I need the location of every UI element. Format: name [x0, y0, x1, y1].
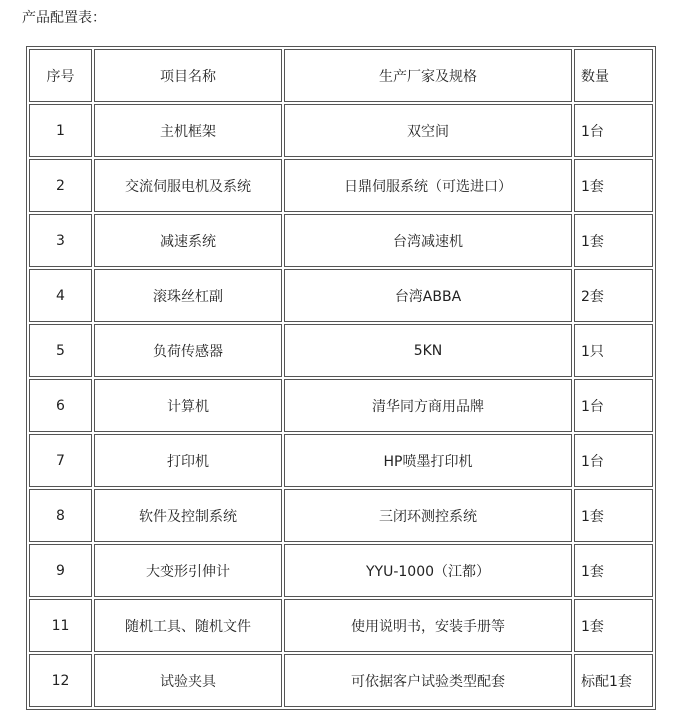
table-row — [29, 599, 653, 652]
cell-quantity: 1套 — [574, 544, 653, 597]
cell-quantity: 1只 — [574, 324, 653, 377]
cell-item-name: 减速系统 — [94, 214, 282, 267]
cell-index: 6 — [29, 379, 92, 432]
product-config-table — [26, 46, 656, 710]
cell-index: 4 — [29, 269, 92, 322]
table-caption: 产品配置表： — [22, 10, 106, 26]
cell-quantity: 1套 — [574, 214, 653, 267]
table-row — [29, 269, 653, 322]
cell-item-name: 随机工具、随机文件 — [94, 599, 282, 652]
cell-manufacturer-spec: 台湾减速机 — [284, 214, 572, 267]
cell-manufacturer-spec: 使用说明书，安装手册等 — [284, 599, 572, 652]
cell-manufacturer-spec: HP喷墨打印机 — [284, 434, 572, 487]
cell-manufacturer-spec: 双空间 — [284, 104, 572, 157]
cell-manufacturer-spec: 可依据客户试验类型配套 — [284, 654, 572, 707]
cell-index: 12 — [29, 654, 92, 707]
cell-item-name: 大变形引伸计 — [94, 544, 282, 597]
cell-quantity: 2套 — [574, 269, 653, 322]
header-manufacturer-spec: 生产厂家及规格 — [284, 49, 572, 102]
cell-manufacturer-spec: 清华同方商用品牌 — [284, 379, 572, 432]
cell-item-name: 计算机 — [94, 379, 282, 432]
cell-item-name: 软件及控制系统 — [94, 489, 282, 542]
cell-index: 1 — [29, 104, 92, 157]
cell-item-name: 负荷传感器 — [94, 324, 282, 377]
cell-manufacturer-spec: YYU-1000（江都） — [284, 544, 572, 597]
table-row — [29, 104, 653, 157]
cell-manufacturer-spec: 日鼎伺服系统（可选进口） — [284, 159, 572, 212]
header-item-name: 项目名称 — [94, 49, 282, 102]
header-quantity: 数量 — [574, 49, 653, 102]
cell-quantity: 标配1套 — [574, 654, 653, 707]
cell-quantity: 1台 — [574, 379, 653, 432]
cell-index: 11 — [29, 599, 92, 652]
cell-index: 5 — [29, 324, 92, 377]
cell-index: 8 — [29, 489, 92, 542]
table-row — [29, 379, 653, 432]
cell-index: 2 — [29, 159, 92, 212]
table-row — [29, 654, 653, 707]
cell-item-name: 主机框架 — [94, 104, 282, 157]
table-row — [29, 324, 653, 377]
table-row — [29, 434, 653, 487]
cell-item-name: 交流伺服电机及系统 — [94, 159, 282, 212]
cell-quantity: 1台 — [574, 434, 653, 487]
table-row — [29, 159, 653, 212]
cell-quantity: 1套 — [574, 599, 653, 652]
table-header-row — [29, 49, 653, 102]
cell-index: 7 — [29, 434, 92, 487]
cell-manufacturer-spec: 三闭环测控系统 — [284, 489, 572, 542]
cell-quantity: 1台 — [574, 104, 653, 157]
table-row — [29, 214, 653, 267]
cell-item-name: 试验夹具 — [94, 654, 282, 707]
cell-item-name: 打印机 — [94, 434, 282, 487]
cell-index: 9 — [29, 544, 92, 597]
table-row — [29, 544, 653, 597]
cell-item-name: 滚珠丝杠副 — [94, 269, 282, 322]
cell-index: 3 — [29, 214, 92, 267]
cell-quantity: 1套 — [574, 159, 653, 212]
cell-manufacturer-spec: 5KN — [284, 324, 572, 377]
table-row — [29, 489, 653, 542]
cell-quantity: 1套 — [574, 489, 653, 542]
header-index: 序号 — [29, 49, 92, 102]
cell-manufacturer-spec: 台湾ABBA — [284, 269, 572, 322]
